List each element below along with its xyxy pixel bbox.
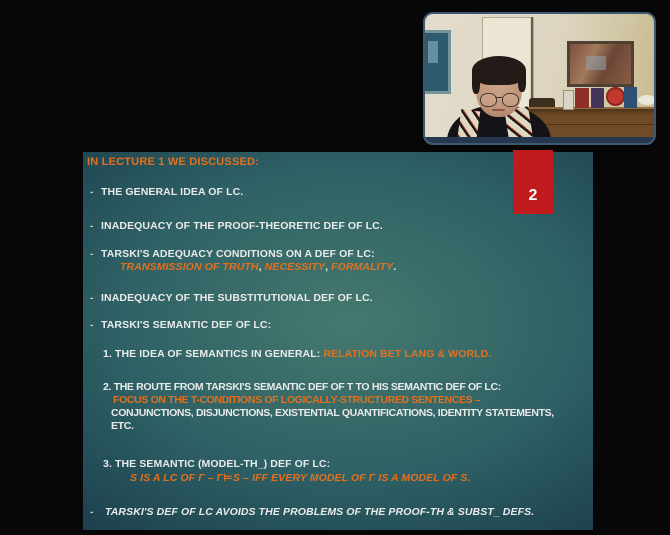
slide-text-segment: INADEQUACY OF THE SUBSTITUTIONAL DEF OF LC.	[101, 292, 373, 304]
video-bottom-shadow	[425, 137, 654, 143]
slide-line	[83, 420, 593, 433]
book	[624, 87, 637, 108]
decorative-plate	[606, 87, 625, 106]
bullet-dash: -	[90, 292, 94, 304]
slide-line	[83, 319, 593, 332]
slide-text-segment: TARSKI'S ADEQUACY CONDITIONS ON A DEF OF LC:	[101, 248, 375, 260]
slide-line	[83, 292, 593, 305]
bullet-dash: -	[90, 506, 94, 518]
book	[575, 88, 589, 108]
glasses-left-lens	[480, 93, 497, 107]
wall-picture-right	[567, 41, 634, 87]
bullet-dash: -	[90, 319, 94, 331]
slide-text-segment: NECESSITY	[264, 261, 326, 273]
bullet-dash: -	[90, 186, 94, 198]
slide-text-segment: TARSKI'S SEMANTIC DEF OF LC:	[101, 319, 272, 331]
slide-line	[83, 506, 593, 519]
slide-line	[83, 472, 593, 485]
slide-line	[83, 381, 593, 394]
person-mouth	[492, 109, 505, 111]
slide-title: IN LECTURE 1 WE DISCUSSED:	[87, 156, 260, 168]
slide-line	[83, 186, 593, 199]
slide-text-segment: ,	[325, 261, 332, 273]
slide-text-segment: ,	[258, 261, 265, 273]
person-hair-side	[518, 72, 526, 92]
participant-video-tile[interactable]	[423, 12, 656, 145]
slide-text-segment: FORMALITY	[331, 261, 394, 273]
slide-line	[83, 407, 593, 420]
glasses-bridge	[495, 97, 502, 98]
slide-number: 2	[528, 187, 538, 204]
slide-line	[83, 394, 593, 407]
slide-line	[83, 261, 593, 274]
slide-text-segment: 1. THE IDEA OF SEMANTICS IN GENERAL:	[103, 348, 324, 360]
slide-text-segment: INADEQUACY OF THE PROOF-THEORETIC DEF OF LC.	[101, 220, 383, 232]
slide-text-segment: TRANSMISSION OF TRUTH	[120, 261, 259, 273]
slide-text-segment: 2. THE ROUTE FROM TARSKI'S SEMANTIC DEF OF T TO HIS SEMANTIC DEF OF LC:	[103, 381, 501, 393]
wall-painting-left	[423, 30, 451, 94]
slide-line	[83, 348, 593, 361]
slide-body	[83, 186, 593, 519]
slide-text-segment: S IS A LC OF Γ – Γ⊨S – IFF EVERY MODEL OF Γ IS A MODEL OF S.	[130, 472, 471, 484]
white-hat	[638, 95, 656, 105]
book	[563, 90, 574, 110]
slide-text-segment: ETC.	[111, 420, 134, 432]
slide-text-segment: FOCUS ON THE T-CONDITIONS OF LOGICALLY-STRUCTURED SENTENCES –	[113, 394, 481, 406]
person-hair-side	[472, 72, 480, 94]
slide-text-segment: RELATION BET LANG & WORLD.	[323, 348, 492, 360]
slide-line	[83, 248, 593, 261]
slide-text-segment: 3. THE SEMANTIC (MODEL-TH_) DEF OF LC:	[103, 458, 331, 470]
bullet-dash: -	[90, 220, 94, 232]
presentation-slide	[83, 152, 593, 530]
slide-text-segment: CONJUNCTIONS, DISJUNCTIONS, EXISTENTIAL QUANTIFICATIONS, IDENTITY STATEMENTS,	[111, 407, 554, 419]
glasses-right-lens	[502, 93, 519, 107]
slide-text-segment: TARSKI'S DEF OF LC AVOIDS THE PROBLEMS OF THE PROOF-TH & SUBST_ DEFS.	[105, 506, 535, 518]
slide-line	[83, 220, 593, 233]
bullet-dash: -	[90, 248, 94, 260]
slide-text-segment: .	[393, 261, 397, 273]
book	[591, 88, 604, 108]
slide-text-segment: THE GENERAL IDEA OF LC.	[101, 186, 244, 198]
slide-line	[83, 458, 593, 471]
